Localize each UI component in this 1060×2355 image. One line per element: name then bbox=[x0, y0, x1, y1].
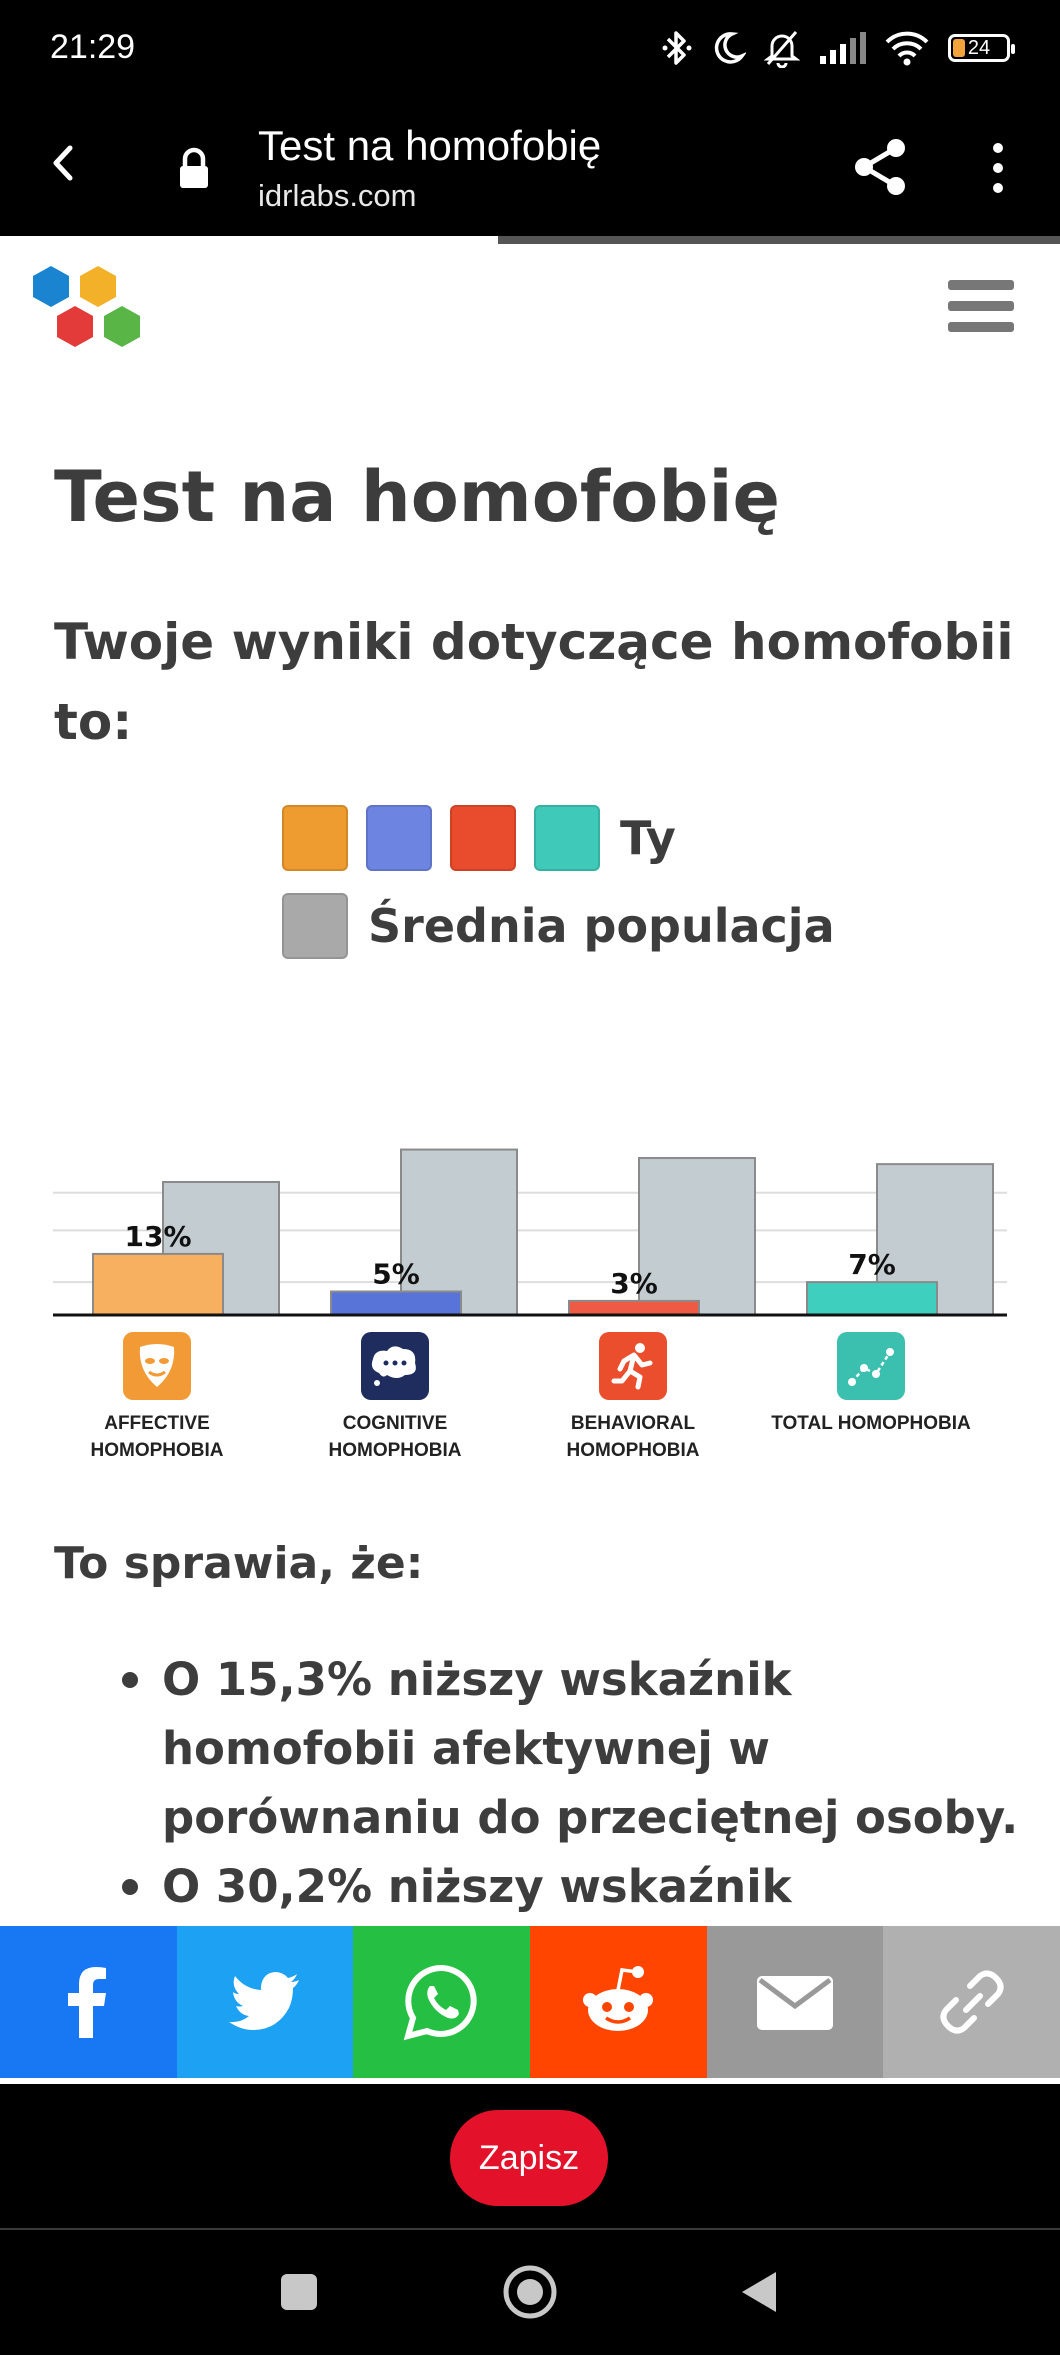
bluetooth-icon bbox=[662, 28, 692, 68]
share-bar bbox=[0, 1926, 1060, 2078]
battery-indicator bbox=[948, 34, 1010, 62]
copy-link-button[interactable] bbox=[883, 1926, 1060, 2078]
facebook-share-button[interactable] bbox=[0, 1926, 177, 2078]
share-icon[interactable] bbox=[848, 134, 914, 200]
bar-value-label: 7% bbox=[848, 1248, 896, 1282]
status-time: 21:29 bbox=[50, 28, 136, 66]
list-item: O 30,2% niższy wskaźnik bbox=[0, 1852, 1060, 1990]
legend-swatch-gray bbox=[282, 893, 348, 959]
bar-value-label: 3% bbox=[610, 1266, 658, 1300]
lock-icon[interactable] bbox=[174, 144, 214, 194]
whatsapp-icon bbox=[400, 1960, 484, 2044]
hamburger-menu-icon[interactable] bbox=[948, 280, 1014, 338]
legend-average-label: Średnia populacja bbox=[368, 899, 835, 953]
status-icons bbox=[662, 26, 1010, 70]
muted-bell-icon bbox=[764, 28, 800, 68]
back-triangle-icon[interactable] bbox=[726, 2260, 790, 2324]
email-share-button[interactable] bbox=[707, 1926, 884, 2078]
wifi-icon bbox=[884, 28, 930, 68]
you-bar bbox=[331, 1292, 461, 1316]
you-bar bbox=[93, 1254, 223, 1315]
link-icon bbox=[930, 1960, 1014, 2044]
whatsapp-share-button[interactable] bbox=[353, 1926, 530, 2078]
category-label: BEHAVIORAL HOMOPHOBIA bbox=[566, 1413, 700, 1461]
you-bar bbox=[807, 1282, 937, 1315]
page-load-progress bbox=[0, 236, 1060, 244]
status-bar bbox=[0, 0, 1060, 100]
signal-icon bbox=[818, 28, 866, 68]
moon-icon bbox=[710, 28, 746, 68]
legend-swatch-orange bbox=[282, 805, 348, 871]
category-label: AFFECTIVE HOMOPHOBIA bbox=[90, 1413, 224, 1461]
category-label: TOTAL HOMOPHOBIA bbox=[771, 1413, 971, 1434]
category-affective bbox=[57, 1332, 257, 1464]
more-menu-icon[interactable] bbox=[978, 140, 1018, 196]
legend-you-label: Ty bbox=[620, 811, 676, 865]
bar-value-label: 13% bbox=[124, 1219, 192, 1253]
list-item: O 15,3% niższy wskaźnik homofobii afektywnej w porównaniu do przeciętnej osoby. bbox=[0, 1645, 1060, 1852]
save-button[interactable]: Zapisz bbox=[450, 2110, 608, 2206]
system-nav-bar bbox=[0, 2230, 1060, 2355]
legend-swatch-blue bbox=[366, 805, 432, 871]
browser-toolbar bbox=[0, 100, 1060, 238]
reddit-share-button[interactable] bbox=[530, 1926, 707, 2078]
bar-value-label: 5% bbox=[372, 1257, 420, 1291]
category-behavioral bbox=[533, 1332, 733, 1464]
reddit-icon bbox=[576, 1960, 660, 2044]
running-person-icon bbox=[599, 1332, 667, 1400]
category-label: COGNITIVE HOMOPHOBIA bbox=[328, 1413, 462, 1461]
page-heading: Test na homofobię bbox=[54, 456, 780, 538]
chart-legend bbox=[282, 804, 835, 980]
home-circle-icon[interactable] bbox=[498, 2260, 562, 2324]
legend-swatch-teal bbox=[534, 805, 600, 871]
facebook-icon bbox=[46, 1960, 130, 2044]
results-subheading: Twoje wyniki dotyczące homofobii to: bbox=[54, 613, 1014, 751]
page-title-tab[interactable]: Test na homofobię bbox=[258, 122, 602, 169]
thought-bubble-icon bbox=[361, 1332, 429, 1400]
line-graph-icon bbox=[837, 1332, 905, 1400]
twitter-share-button[interactable] bbox=[177, 1926, 354, 2078]
email-icon bbox=[753, 1960, 837, 2044]
legend-swatch-red bbox=[450, 805, 516, 871]
address-url[interactable]: idrlabs.com bbox=[258, 178, 417, 213]
site-logo[interactable] bbox=[24, 262, 150, 358]
back-arrow-icon[interactable] bbox=[38, 138, 88, 188]
battery-level: 24 bbox=[967, 36, 991, 59]
category-total bbox=[771, 1332, 971, 1437]
recents-square-icon[interactable] bbox=[267, 2260, 331, 2324]
category-cognitive bbox=[295, 1332, 495, 1464]
legend-you bbox=[282, 804, 835, 872]
save-sheet bbox=[0, 2084, 1060, 2228]
mask-icon bbox=[123, 1332, 191, 1400]
you-bar bbox=[569, 1301, 699, 1315]
twitter-icon bbox=[223, 1960, 307, 2044]
legend-average bbox=[282, 892, 835, 960]
summary-intro: To sprawia, że: bbox=[54, 1538, 424, 1589]
